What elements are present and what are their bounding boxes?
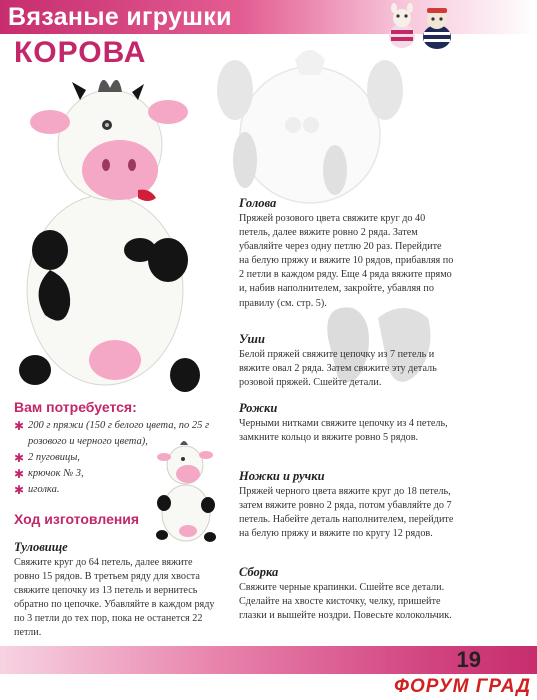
section-ears [239,332,454,390]
material-text: иголка. [28,484,60,495]
toy-thumbnail-right [423,8,451,49]
star-bullet-icon: ✱ [14,419,25,433]
star-bullet-icon: ✱ [14,467,25,481]
cow-leg-left [19,355,51,385]
section-legs [239,469,454,541]
cow-arm-left [32,230,68,270]
material-text: крючок № 3, [28,468,84,479]
material-text: 200 г пряжи (150 г белого цвета, по 25 г розового и черного цвета), [28,420,210,447]
watermark: ФОРУМ ГРАД [394,676,531,697]
cow-small-image [150,435,220,545]
materials-heading: Вам потребуется: [14,399,137,415]
page-title: КОРОВА [14,36,147,69]
section-title: Сборка [239,565,279,579]
section-text: Черными нитками свяжите цепочку из 4 петель, замкните кольцо и вяжите ровно 5 рядов. [239,418,448,444]
section-text: Свяжите черные крапинки. Сшейте все детали. Сделайте на хвосте кисточку, челку, пришейте глазки и вышейте ноздри. Повесьте колокольчик. [239,582,452,622]
cow-tongue [138,190,156,201]
star-bullet-icon: ✱ [14,451,25,465]
series-title: Вязаные игрушки [8,3,232,31]
cow-leg-right [170,358,200,392]
section-text: Пряжей розового цвета свяжите круг до 40 петель, далее вяжите ровно 2 ряда. Затем убавляйте через одну петлю 20 раз. Перейдите на белую пряжу и вяжите 10 рядов, прибавляя по 2 петли в каждом ряду. Еще 4 ряда вяжите прямо и, набив наполнителем, закройте, убавляя по правилу (см. стр. 5). [239,213,454,309]
section-body [14,540,219,641]
cow-toy-image [10,70,210,400]
cow-tuft [98,80,122,92]
star-bullet-icon: ✱ [14,483,25,497]
section-text: Белой пряжей свяжите цепочку из 7 петель и вяжите овал 2 ряда. Затем свяжите эту деталь розовой пряжей. Сшейте детали. [239,349,437,389]
section-title: Голова [239,196,277,210]
section-title: Туловище [14,540,68,554]
cow-belly [89,340,141,380]
material-text: 2 пуговицы, [28,452,80,463]
section-assembly [239,565,454,623]
cow-arm-right [148,238,188,282]
section-head [239,196,454,311]
page-number: 19 [456,647,481,672]
section-horns [239,401,454,445]
method-heading: Ход изготовления [14,511,140,527]
cow-ear-right [148,100,188,124]
cow-ear-left [30,110,70,134]
section-title: Рожки [239,401,278,415]
section-title: Ножки и ручки [239,469,325,483]
section-text: Свяжите круг до 64 петель, далее вяжите ровно 15 рядов. В третьем ряду для хвоста свяжите цепочку из 13 петель и вернитесь обратно по цепочке. Убавляйте в каждом ряду по 3 петли до тех пор, пока не останется 22 петли. [14,557,215,639]
section-title: Уши [239,332,265,346]
section-text: Пряжей черного цвета вяжите круг до 18 петель, затем вяжите ровно 2 ряда, потом убавляйте до 7 петель. Набейте деталь наполнителем, перейдите на белую пряжу и вяжите по кругу 12 рядов. [239,486,454,540]
